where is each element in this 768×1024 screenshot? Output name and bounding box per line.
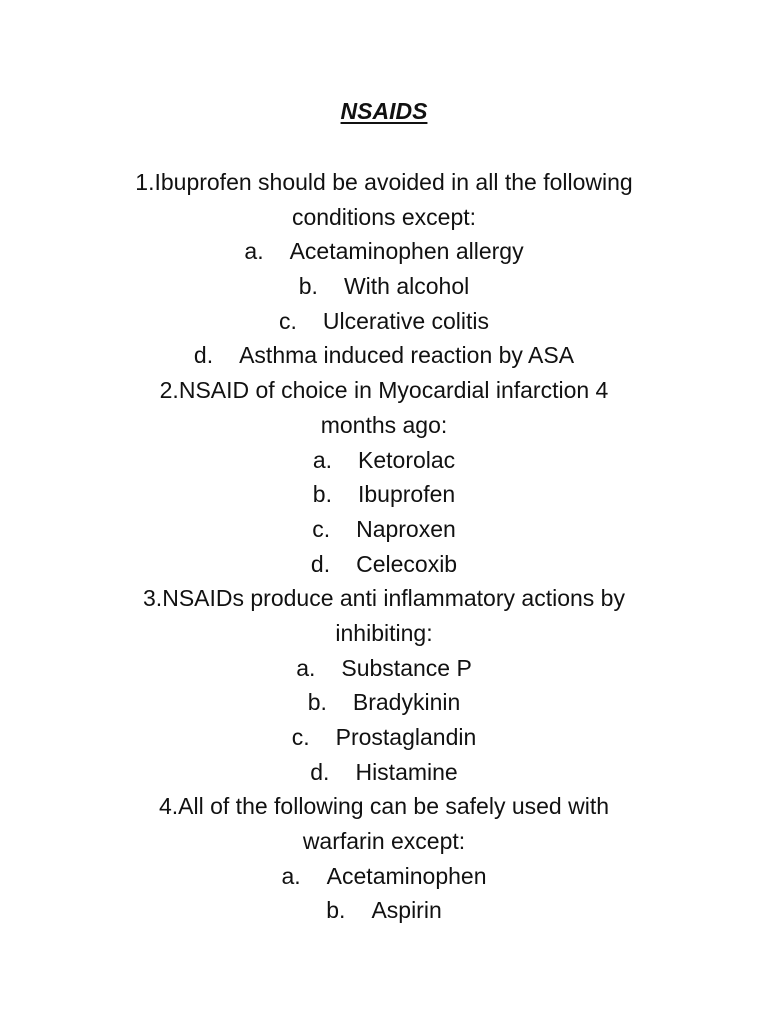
question-3-option-d <box>40 755 728 790</box>
question-2-stem-line-2 <box>40 408 728 443</box>
question-1-option-c <box>40 304 728 339</box>
option-text: Aspirin <box>371 897 442 924</box>
option-letter: a. <box>281 862 301 889</box>
option-text: Histamine <box>355 758 458 785</box>
option-letter: b. <box>307 689 327 716</box>
question-1-text-line-2: conditions except: <box>291 203 477 230</box>
question-1-number: 1. <box>135 169 155 195</box>
option-letter: d. <box>193 342 214 369</box>
question-2-stem-line-1 <box>40 373 728 408</box>
option-letter: c. <box>312 515 331 542</box>
option-text: Ulcerative colitis <box>322 307 490 334</box>
question-4-option-b <box>40 893 728 928</box>
option-text: Celecoxib <box>356 550 458 577</box>
question-3-option-b <box>40 685 728 720</box>
question-2-option-c <box>40 512 728 547</box>
option-text: Substance P <box>341 654 472 681</box>
option-letter: a. <box>312 446 332 473</box>
question-1-stem-line-2 <box>40 200 728 235</box>
question-2-text-line-1: NSAID of choice in Myocardial infarction 4 <box>178 377 609 404</box>
question-2 <box>40 373 728 581</box>
question-4-number: 4. <box>158 793 179 820</box>
question-4-text-line-2: warfarin except: <box>302 828 466 855</box>
question-2-option-b <box>40 477 728 512</box>
question-2-option-a <box>40 443 728 478</box>
option-text: Acetaminophen allergy <box>289 238 524 265</box>
option-text: Ketorolac <box>358 446 456 473</box>
question-2-option-d <box>40 547 728 582</box>
option-text: With alcohol <box>343 273 470 300</box>
question-1-text-line-1: Ibuprofen should be avoided in all the following <box>154 169 633 195</box>
option-letter: a. <box>296 654 316 681</box>
option-letter: d. <box>310 550 331 577</box>
option-letter: b. <box>312 481 332 508</box>
option-text: Prostaglandin <box>335 724 477 750</box>
question-4-text-line-1: All of the following can be safely used with <box>178 793 610 820</box>
question-3-text-line-2: inhibiting: <box>335 619 433 646</box>
document-title: NSAIDS <box>340 98 428 124</box>
question-3-number: 3. <box>143 585 163 612</box>
question-3-option-c <box>40 720 728 755</box>
option-letter: c. <box>291 724 310 750</box>
question-3-text-line-1: NSAIDs produce anti inflammatory actions by <box>162 585 625 612</box>
question-list <box>40 165 728 928</box>
question-1-stem-line-1 <box>40 165 728 200</box>
option-text: Bradykinin <box>352 689 461 716</box>
question-1-option-b <box>40 269 728 304</box>
question-4-option-a <box>40 859 728 894</box>
question-4-stem-line-1 <box>40 789 728 824</box>
question-2-text-line-2: months ago: <box>320 411 448 438</box>
option-letter: b. <box>298 273 318 300</box>
question-3-stem-line-1 <box>40 581 728 616</box>
option-letter: d. <box>310 758 330 785</box>
option-text: Asthma induced reaction by ASA <box>239 342 575 369</box>
option-text: Naproxen <box>356 515 456 542</box>
question-4 <box>40 789 728 928</box>
option-text: Acetaminophen <box>326 862 487 889</box>
option-letter: a. <box>244 238 264 265</box>
option-text: Ibuprofen <box>357 481 456 508</box>
question-1 <box>40 165 728 373</box>
question-1-option-a <box>40 234 728 269</box>
question-3-option-a <box>40 651 728 686</box>
question-1-option-d <box>40 338 728 373</box>
question-2-number: 2. <box>159 377 179 404</box>
question-3-stem-line-2 <box>40 616 728 651</box>
option-letter: b. <box>326 897 346 924</box>
option-letter: c. <box>278 307 297 334</box>
question-3 <box>40 581 728 789</box>
question-4-stem-line-2 <box>40 824 728 859</box>
